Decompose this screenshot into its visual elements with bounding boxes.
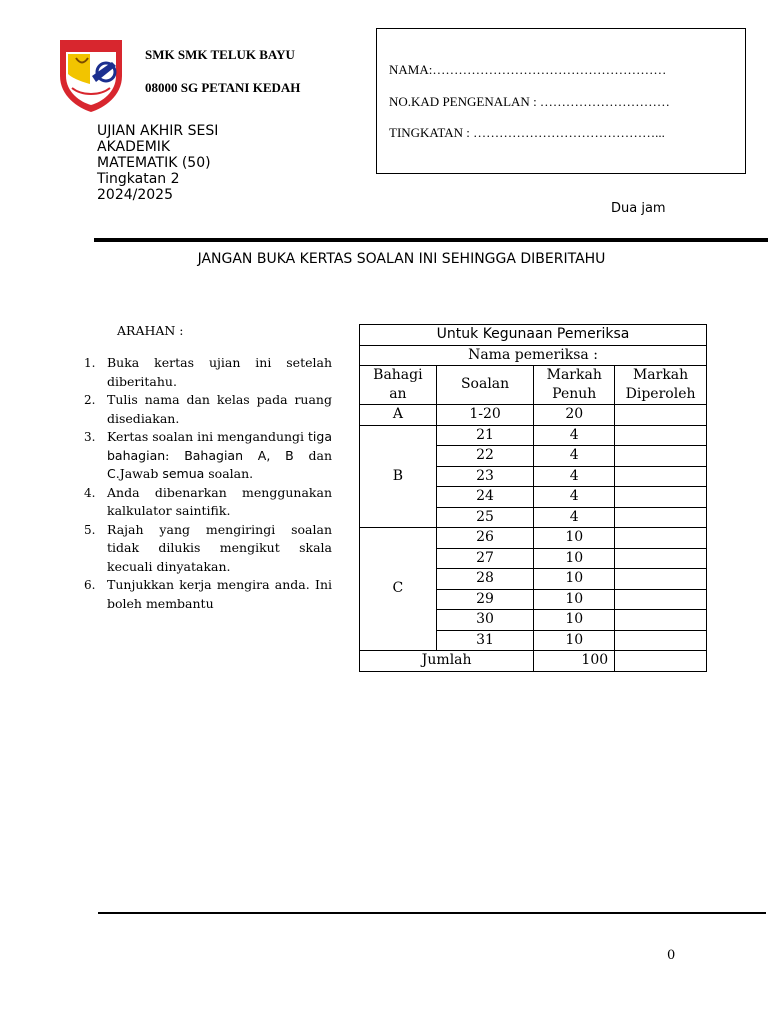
school-address: 08000 SG PETANI KEDAH xyxy=(145,80,301,95)
marks-obtained-cell[interactable] xyxy=(615,425,707,446)
exam-title-line: UJIAN AKHIR SESI xyxy=(97,123,219,139)
instruction-emphasis: Bahagian A, B xyxy=(184,447,294,463)
marks-obtained-cell[interactable] xyxy=(615,405,707,426)
question-number: 28 xyxy=(436,569,534,590)
table-row xyxy=(360,425,707,446)
full-marks: 10 xyxy=(534,528,615,549)
total-row xyxy=(360,651,707,672)
col-header-full-marks xyxy=(534,366,615,405)
exam-title-line: MATEMATIK (50) xyxy=(97,155,211,171)
candidate-name-field[interactable]: NAMA:……………………………………………… xyxy=(389,62,667,77)
candidate-form-field[interactable]: TINGKATAN : ……………………………………... xyxy=(389,125,665,140)
table-title: Untuk Kegunaan Pemeriksa xyxy=(360,325,707,346)
col-header-section xyxy=(360,366,437,405)
footer-divider xyxy=(98,912,766,914)
marks-obtained-cell[interactable] xyxy=(615,589,707,610)
marks-obtained-cell[interactable] xyxy=(615,446,707,467)
full-marks: 4 xyxy=(534,446,615,467)
instruction-emphasis: semua xyxy=(162,466,205,481)
full-marks: 10 xyxy=(534,548,615,569)
header-divider xyxy=(94,238,768,242)
exam-title xyxy=(97,123,297,203)
instruction-number: 4. xyxy=(84,485,96,500)
warning-text: JANGAN BUKA KERTAS SOALAN INI SEHINGGA DIBERITAHU xyxy=(197,251,606,267)
col-header-line: an xyxy=(389,386,407,402)
col-header-line: Bahagi xyxy=(373,367,423,383)
instruction-text: Tunjukkan kerja mengira anda. Ini boleh membantu xyxy=(107,577,332,611)
full-marks: 4 xyxy=(534,466,615,487)
instruction-number: 3. xyxy=(84,430,96,444)
question-number: 21 xyxy=(436,425,534,446)
question-number: 30 xyxy=(436,610,534,631)
marks-obtained-cell[interactable] xyxy=(615,507,707,528)
instruction-text: Kertas soalan ini mengandungi xyxy=(107,429,309,444)
instruction-item xyxy=(84,391,332,428)
marks-obtained-cell[interactable] xyxy=(615,466,707,487)
full-marks: 4 xyxy=(534,487,615,508)
instruction-text: Rajah yang mengiringi soalan tidak dilukis mengikut skala kecuali dinyatakan. xyxy=(107,521,332,574)
instruction-text: soalan. xyxy=(204,466,254,481)
instruction-number: 2. xyxy=(84,393,96,407)
full-marks: 10 xyxy=(534,610,615,631)
question-number: 25 xyxy=(436,507,534,528)
instruction-item xyxy=(84,576,332,613)
instruction-item xyxy=(84,521,332,577)
exam-duration: Dua jam xyxy=(611,201,666,216)
full-marks: 10 xyxy=(534,630,615,651)
question-number: 31 xyxy=(436,630,534,651)
exam-title-line: Tingkatan 2 xyxy=(97,171,180,187)
instruction-text: Tulis nama dan kelas pada ruang disediakan. xyxy=(107,392,332,426)
col-header-line: Markah xyxy=(546,367,602,383)
question-number: 22 xyxy=(436,446,534,467)
instruction-number: 6. xyxy=(84,578,96,592)
instruction-text: .Jawab xyxy=(115,466,163,481)
exam-title-line: AKADEMIK xyxy=(97,139,171,155)
question-number: 26 xyxy=(436,528,534,549)
question-number: 29 xyxy=(436,589,534,610)
examiner-marks-table xyxy=(359,324,707,672)
instruction-item xyxy=(84,354,332,391)
col-header-line: Diperoleh xyxy=(625,386,696,402)
instruction-text: Buka kertas ujian ini setelah diberitahu. xyxy=(107,355,332,389)
instruction-number: 1. xyxy=(84,356,96,370)
instruction-text: Anda dibenarkan menggunakan kalkulator saintifik. xyxy=(107,484,332,518)
examiner-name-label: Nama pemeriksa : xyxy=(360,345,707,366)
marks-obtained-cell[interactable] xyxy=(615,569,707,590)
marks-obtained-cell[interactable] xyxy=(615,528,707,549)
question-number: 23 xyxy=(436,466,534,487)
full-marks: 4 xyxy=(534,507,615,528)
instruction-item xyxy=(84,428,332,484)
instruction-number: 5. xyxy=(84,522,96,537)
table-row xyxy=(360,405,707,426)
candidate-ic-field[interactable]: NO.KAD PENGENALAN : ………………………… xyxy=(389,94,670,109)
instruction-emphasis: tiga bahagian xyxy=(107,429,332,463)
col-header-question: Soalan xyxy=(436,366,534,405)
question-number: 24 xyxy=(436,487,534,508)
instruction-text: : xyxy=(165,447,185,463)
instruction-emphasis: C xyxy=(107,466,116,481)
col-header-line: Penuh xyxy=(552,386,597,402)
school-crest-logo xyxy=(52,36,130,114)
instructions-heading: ARAHAN : xyxy=(117,323,184,338)
page-number: 0 xyxy=(667,948,676,963)
marks-obtained-cell[interactable] xyxy=(615,487,707,508)
candidate-info-box xyxy=(376,28,746,174)
marks-obtained-cell[interactable] xyxy=(615,610,707,631)
table-row xyxy=(360,528,707,549)
question-number: 27 xyxy=(436,548,534,569)
total-marks: 100 xyxy=(534,651,615,672)
col-header-line: Markah xyxy=(632,367,689,383)
warning-banner xyxy=(0,251,768,267)
section-label: A xyxy=(360,405,437,426)
full-marks: 4 xyxy=(534,425,615,446)
total-label: Jumlah xyxy=(360,651,534,672)
full-marks: 10 xyxy=(534,589,615,610)
section-label: B xyxy=(360,425,437,528)
section-label: C xyxy=(360,528,437,651)
marks-obtained-cell[interactable] xyxy=(615,548,707,569)
exam-title-line: 2024/2025 xyxy=(97,187,173,203)
col-header-marks-obtained xyxy=(615,366,707,405)
instruction-item xyxy=(84,484,332,521)
full-marks: 20 xyxy=(534,405,615,426)
instructions-list xyxy=(84,354,332,613)
full-marks: 10 xyxy=(534,569,615,590)
school-name: SMK SMK TELUK BAYU xyxy=(145,47,295,62)
total-obtained-cell[interactable] xyxy=(615,651,707,672)
question-number: 1-20 xyxy=(436,405,534,426)
instruction-text: dan xyxy=(293,447,333,463)
marks-obtained-cell[interactable] xyxy=(615,630,707,651)
